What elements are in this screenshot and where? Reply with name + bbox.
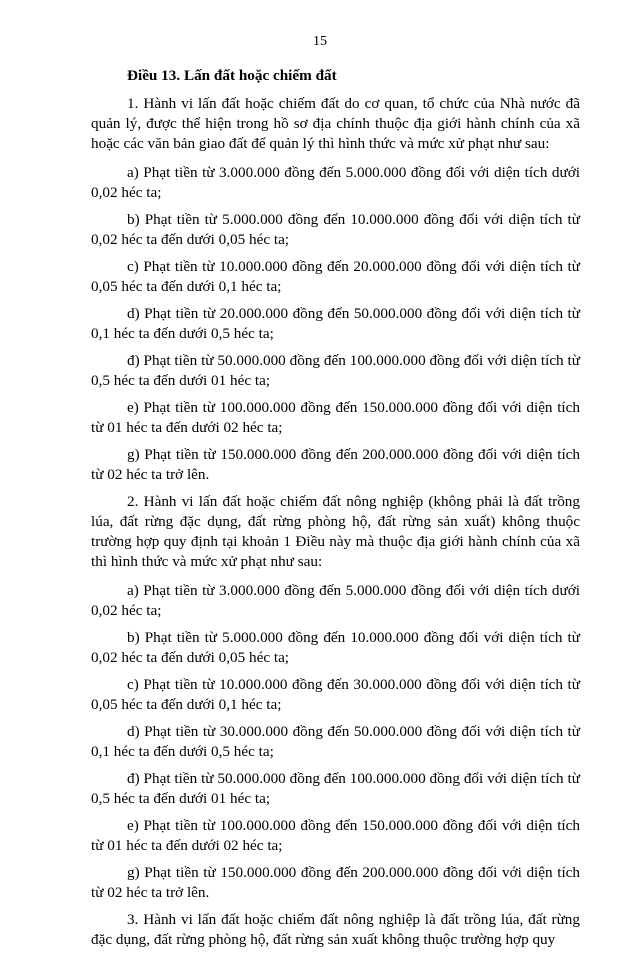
section-1-clause-b: b) Phạt tiền từ 5.000.000 đồng đến 10.000.000 đồng đối với diện tích từ 0,02 héc ta đến dưới 0,05 héc ta; (91, 211, 580, 248)
document-body (91, 66, 580, 959)
section-2-clause-e: e) Phạt tiền từ 100.000.000 đồng đến 150.000.000 đồng đối với diện tích từ 01 héc ta đến dưới 02 héc ta; (91, 817, 580, 854)
section-2-clause-b: b) Phạt tiền từ 5.000.000 đồng đến 10.000.000 đồng đối với diện tích từ 0,02 héc ta đến dưới 0,05 héc ta; (91, 629, 580, 666)
section-1-clause-g: g) Phạt tiền từ 150.000.000 đồng đến 200.000.000 đồng đối với diện tích từ 02 héc ta trở lên. (91, 446, 580, 483)
page-number: 15 (313, 34, 327, 49)
section-1-clause-a: a) Phạt tiền từ 3.000.000 đồng đến 5.000.000 đồng đối với diện tích dưới 0,02 héc ta; (91, 164, 580, 201)
section-1-clause-d: d) Phạt tiền từ 20.000.000 đồng đến 50.000.000 đồng đối với diện tích từ 0,1 héc ta đến dưới 0,5 héc ta; (91, 305, 580, 342)
section-1-clause-c: c) Phạt tiền từ 10.000.000 đồng đến 20.000.000 đồng đối với diện tích từ 0,05 héc ta đến dưới 0,1 héc ta; (91, 258, 580, 295)
section-2-clause-d: d) Phạt tiền từ 30.000.000 đồng đến 50.000.000 đồng đối với diện tích từ 0,1 héc ta đến dưới 0,5 héc ta; (91, 723, 580, 760)
section-2-clause-c: c) Phạt tiền từ 10.000.000 đồng đến 30.000.000 đồng đối với diện tích từ 0,05 héc ta đến dưới 0,1 héc ta; (91, 676, 580, 713)
article-title: Điều 13. Lấn đất hoặc chiếm đất (127, 67, 337, 84)
section-1-clause-e: e) Phạt tiền từ 100.000.000 đồng đến 150.000.000 đồng đối với diện tích từ 01 héc ta đến dưới 02 héc ta; (91, 399, 580, 436)
section-2-clause-dd: đ) Phạt tiền từ 50.000.000 đồng đến 100.000.000 đồng đối với diện tích từ 0,5 héc ta đến dưới 01 héc ta; (91, 770, 580, 807)
section-2-clause-g: g) Phạt tiền từ 150.000.000 đồng đến 200.000.000 đồng đối với diện tích từ 02 héc ta trở lên. (91, 864, 580, 901)
section-2-intro: 2. Hành vi lấn đất hoặc chiếm đất nông nghiệp (không phải là đất trồng lúa, đất rừng đặc dụng, đất rừng phòng hộ, đất rừng sản xuất) không thuộc trường hợp quy định tại khoản 1 Điều này mà thuộc địa giới hành chính của xã thì hình thức và mức xử phạt như sau: (91, 493, 580, 570)
section-1-clause-dd: đ) Phạt tiền từ 50.000.000 đồng đến 100.000.000 đồng đối với diện tích từ 0,5 héc ta đến dưới 01 héc ta; (91, 352, 580, 389)
section-2-clause-a: a) Phạt tiền từ 3.000.000 đồng đến 5.000.000 đồng đối với diện tích dưới 0,02 héc ta; (91, 582, 580, 619)
section-3-intro: 3. Hành vi lấn đất hoặc chiếm đất nông nghiệp là đất trồng lúa, đất rừng đặc dụng, đất rừng phòng hộ, đất rừng sản xuất không thuộc trường hợp quy (91, 911, 580, 948)
section-1-intro: 1. Hành vi lấn đất hoặc chiếm đất do cơ quan, tổ chức của Nhà nước đã quản lý, được thể hiện trong hồ sơ địa chính thuộc địa giới hành chính của xã hoặc các văn bản giao đất để quản lý thì hình thức và mức xử phạt như sau: (91, 95, 580, 152)
